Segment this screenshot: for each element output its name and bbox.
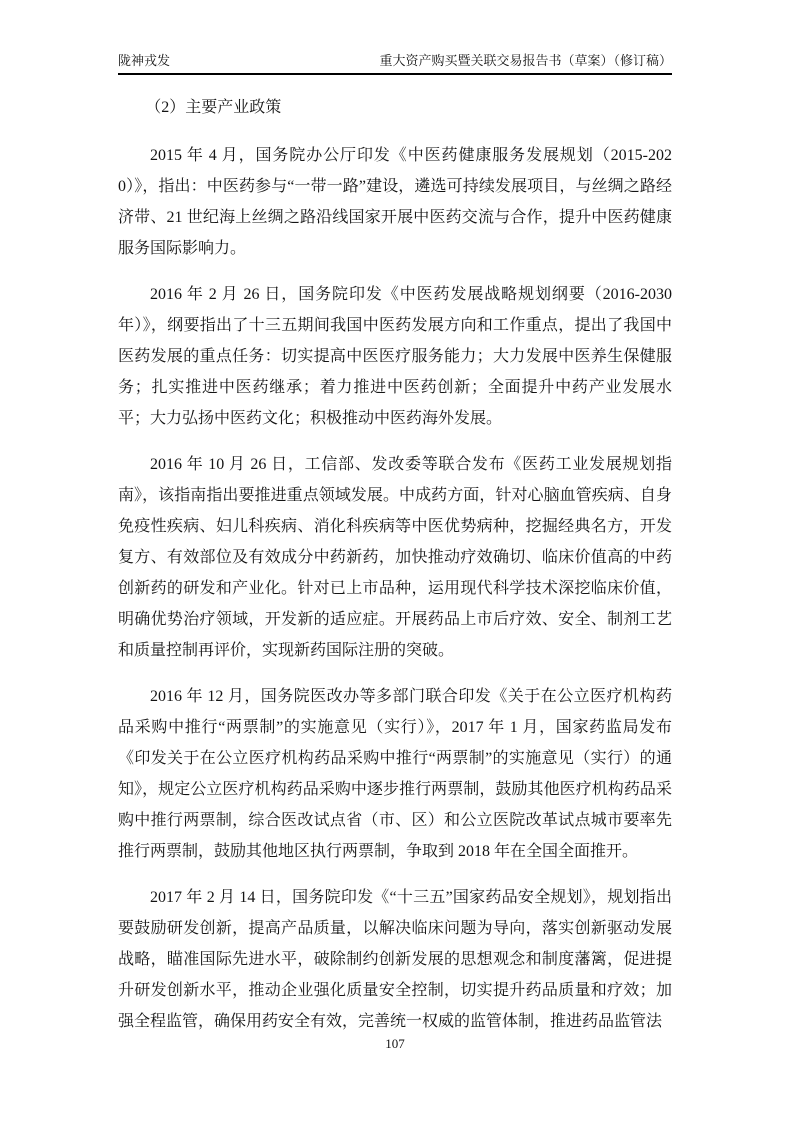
page-body — [118, 92, 672, 1037]
paragraph-policy-2017-02: 2017 年 2 月 14 日，国务院印发《“十三五”国家药品安全规划》，规划指出要鼓励研发创新，提高产品质量，以解决临床问题为导向，落实创新驱动发展战略，瞄准国际先进水平，破除制约创新发展的思想观念和制度藩篱，促进提升研发创新水平，推动企业强化质量安全控制，切实提升药品质量和疗效；加强全程监管，确保用药安全有效，完善统一权威的监管体制，推进药品监管法 — [118, 889, 672, 1030]
paragraph-policy-2015-04: 2015 年 4 月，国务院办公厅印发《中医药健康服务发展规划（2015-2020）》，指出：中医药参与“一带一路”建设，遴选可持续发展项目，与丝绸之路经济带、21 世纪海上丝绸之路沿线国家开展中医药交流与合作，提升中医药健康服务国际影响力。 — [118, 147, 672, 257]
header-report-title: 重大资产购买暨关联交易报告书（草案）（修订稿） — [379, 53, 672, 68]
page-footer — [118, 1036, 672, 1052]
header-company-name: 陇神戎发 — [118, 53, 171, 68]
paragraph-policy-2016-02: 2016 年 2 月 26 日，国务院印发《中医药发展战略规划纲要（2016-2030 年）》，纲要指出了十三五期间我国中医药发展方向和工作重点，提出了我国中医药发展的重点任务：切实提高中医医疗服务能力；大力发展中医养生保健服务；扎实推进中医药继承；着力推进中医药创新；全面提升中药产业发展水平；大力弘扬中医药文化；积极推动中医药海外发展。 — [118, 286, 672, 427]
page-header — [118, 52, 672, 75]
page-number: 107 — [385, 1036, 405, 1051]
paragraph-policy-2016-10: 2016 年 10 月 26 日，工信部、发改委等联合发布《医药工业发展规划指南》，该指南指出要推进重点领域发展。中成药方面，针对心脑血管疾病、自身免疫性疾病、妇儿科疾病、消化科疾病等中医优势病种，挖掘经典名方，开发复方、有效部位及有效成分中药新药，加快推动疗效确切、临床价值高的中药创新药的研发和产业化。针对已上市品种，运用现代科学技术深挖临床价值，明确优势治疗领域，开发新的适应症。开展药品上市后疗效、安全、制剂工艺和质量控制再评价，实现新药国际注册的突破。 — [118, 456, 672, 659]
paragraph-policy-2016-12: 2016 年 12 月，国务院医改办等多部门联合印发《关于在公立医疗机构药品采购中推行“两票制”的实施意见（实行）》，2017 年 1 月，国家药监局发布《印发关于在公立医疗机构药品采购中推行“两票制”的实施意见（实行）的通知》，规定公立医疗机构药品采购中逐步推行两票制，鼓励其他医疗机构药品采购中推行两票制，综合医改试点省（市、区）和公立医院改革试点城市要率先推行两票制，鼓励其他地区执行两票制，争取到 2018 年在全国全面推开。 — [118, 688, 672, 860]
section-heading: （2）主要产业政策 — [145, 99, 282, 116]
